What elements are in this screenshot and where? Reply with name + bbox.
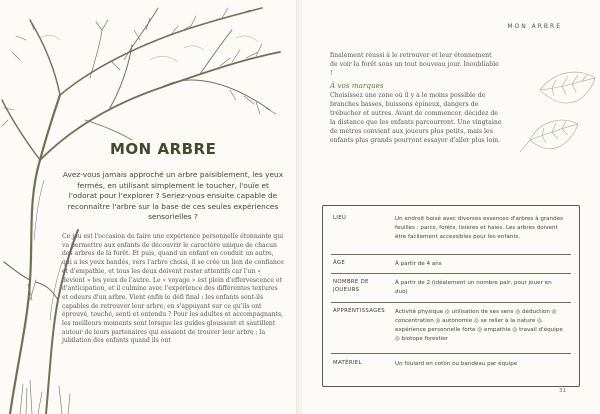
info-label: ÂGE [333,260,346,266]
tips-text: Choisissez une zone où il y a le moins possible de branches basses, buissons épineux, dangers de trébucher et autres. Avant de commencer, décidez de la distance que les enfants parcourront. Une vingtaine de mètres convient aux joueurs plus petits, mais les enfants plus grands pourront essayer d'aller plus loin. [330,92,502,144]
intro-text: Avez-vous jamais approché un arbre paisiblement, les yeux fermés, en utilisant simplement le toucher, l'ouïe et l'odorat pour l'explorer ? Seriez-vous ensuite capable de reconnaître l'arbre sur la base de ces seules expériences sensorielles ? [62,170,284,222]
row-divider [331,254,571,255]
info-value: Un endroit boisé avec diverses essences d'arbres à grandes feuilles : parcs, forêts, lisières et haies. Les arbres doivent être facilement accessibles pour les enfants. [395,216,564,240]
info-label: LIEU [333,215,347,221]
info-value: Activité physique ◎ utilisation de ses sens ◎ déduction ◎ concentration ◎ autonomie ◎ se relier à la nature ◎ expérience personnelle forte ◎ empathie ◎ travail d'équipe ◎ biotope forestier [395,309,563,342]
info-value: Un foulard en coton ou bandeau par équipe [395,361,518,367]
tips-heading: À vos marques [330,81,384,90]
left-page [0,0,298,414]
row-divider [331,353,571,354]
page-number: 31 [559,388,566,394]
info-label: MATÉRIEL [333,360,362,366]
row-divider [331,273,571,274]
leaf-illustration-icon [500,60,600,170]
page-title: MON ARBRE [110,140,217,158]
running-head: MON ARBRE [507,23,562,30]
info-value: À partir de 4 ans [395,261,442,267]
info-label: APPRENTISSAGES [333,308,385,314]
body-text: Ce jeu est l'occasion de faire une expérience personnelle étonnante qui va permettre aux enfants de découvrir le caractère unique de chacun des arbres de la forêt. Et puis, quand un enfant en conduit un autre, qui a les yeux bandés, vers l'arbre choisi, il se crée un lien de confiance et d'empathie, et tous les deux doivent rester attentifs car l'un « devient » les yeux de l'autre. Le « voyage » est plein d'effervescence et d'anticipation, et il culmine avec l'expérience des différentes textures et odeurs d'un arbre. Vient enfin le défi final : les enfants sont-ils capables de retrouver leur arbre, en s'appuyant sur ce qu'ils ont éprouvé, touché, senti et entendu ? Pour les adultes et accompagnants, les meilleurs moments sont lorsque les guides gloussent et sautillent autour de leurs partenaires qui essaient de trouver leur arbre ; la jubilation des enfants quand ils ont [62,233,284,345]
info-value: À partir de 2 (idéalement un nombre pair, pour jouer en duo) [395,280,552,295]
continuation-text: finalement réussi à le retrouver et leur étonnement de voir la forêt sous un tout nouveau jour. Inoubliable ! [330,52,499,77]
row-divider [331,302,571,303]
activity-info-box [322,205,580,387]
right-page [302,0,600,414]
info-label: NOMBRE DE JOUEURS [333,279,369,293]
